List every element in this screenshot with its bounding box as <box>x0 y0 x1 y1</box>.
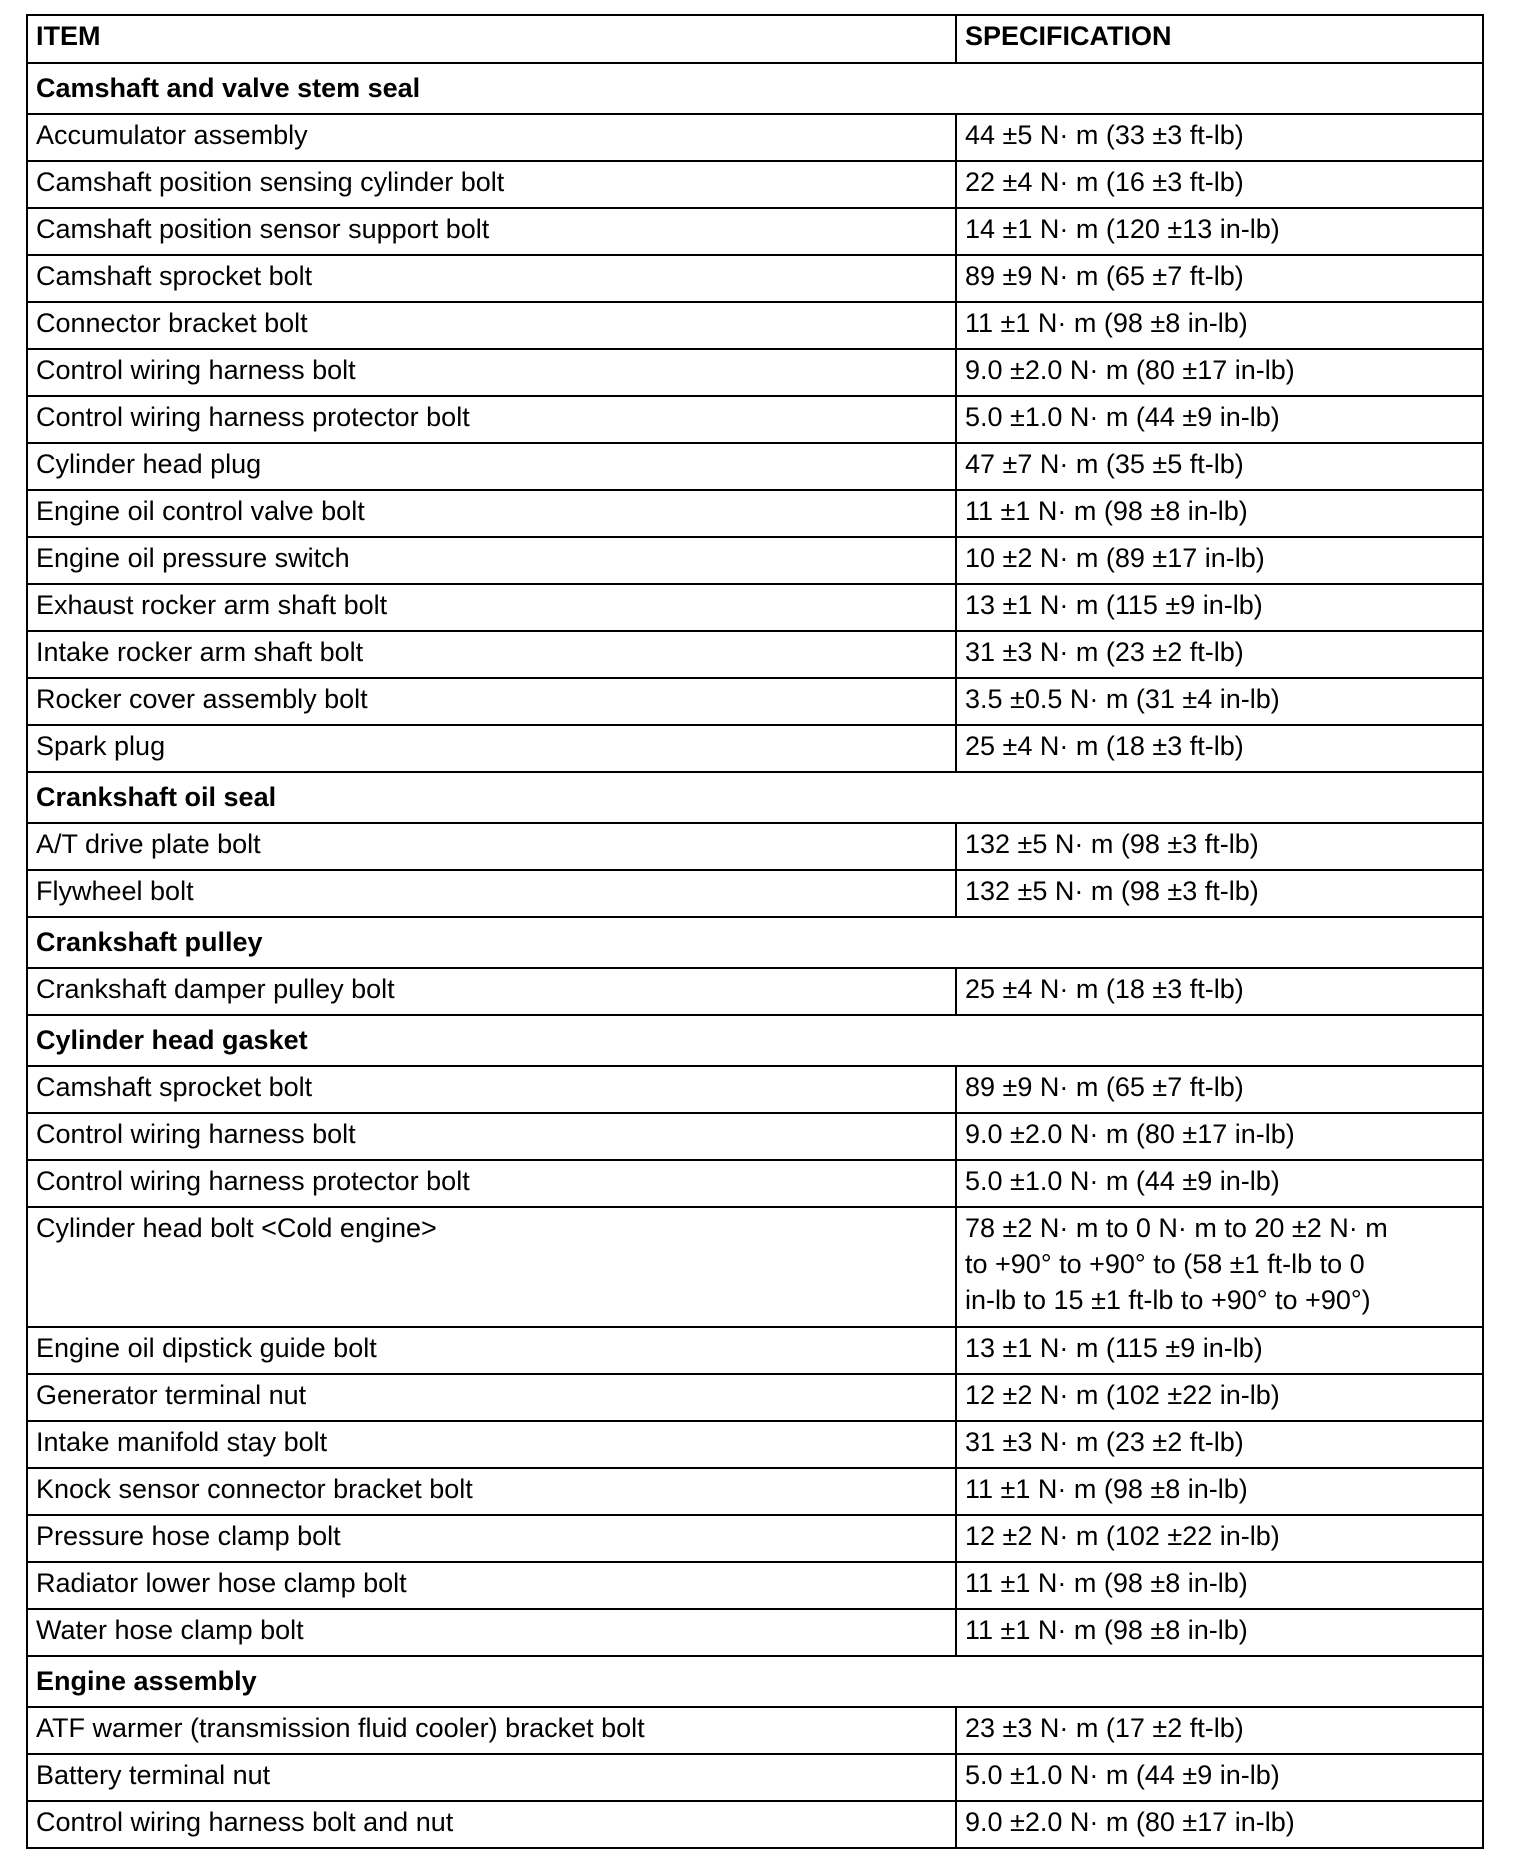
table-row <box>27 396 1483 443</box>
specification-cell: 10 ±2 N· m (89 ±17 in-lb) <box>956 537 1483 584</box>
table-row <box>27 870 1483 917</box>
table-row <box>27 678 1483 725</box>
table-row <box>27 255 1483 302</box>
item-cell: Engine oil dipstick guide bolt <box>27 1327 956 1374</box>
specification-cell: 11 ±1 N· m (98 ±8 in-lb) <box>956 1562 1483 1609</box>
table-row <box>27 725 1483 772</box>
section-header-row <box>27 63 1483 114</box>
item-cell: Control wiring harness bolt <box>27 349 956 396</box>
table-row <box>27 208 1483 255</box>
section-title: Cylinder head gasket <box>27 1015 1483 1066</box>
header-specification: SPECIFICATION <box>956 15 1483 63</box>
table-row <box>27 161 1483 208</box>
table-row <box>27 537 1483 584</box>
table-row <box>27 490 1483 537</box>
section-header-row <box>27 1015 1483 1066</box>
specification-cell: 11 ±1 N· m (98 ±8 in-lb) <box>956 1609 1483 1656</box>
item-cell: Intake rocker arm shaft bolt <box>27 631 956 678</box>
item-cell: Control wiring harness bolt <box>27 1113 956 1160</box>
specification-cell: 132 ±5 N· m (98 ±3 ft-lb) <box>956 823 1483 870</box>
table-header-row <box>27 15 1483 63</box>
specification-cell: 9.0 ±2.0 N· m (80 ±17 in-lb) <box>956 349 1483 396</box>
section-title: Engine assembly <box>27 1656 1483 1707</box>
table-row <box>27 1754 1483 1801</box>
item-cell: Radiator lower hose clamp bolt <box>27 1562 956 1609</box>
item-cell: Engine oil pressure switch <box>27 537 956 584</box>
specification-cell: 9.0 ±2.0 N· m (80 ±17 in-lb) <box>956 1113 1483 1160</box>
section-header-row <box>27 917 1483 968</box>
table-row <box>27 1113 1483 1160</box>
specification-cell: 14 ±1 N· m (120 ±13 in-lb) <box>956 208 1483 255</box>
specification-cell: 13 ±1 N· m (115 ±9 in-lb) <box>956 1327 1483 1374</box>
specification-cell: 11 ±1 N· m (98 ±8 in-lb) <box>956 1468 1483 1515</box>
item-cell: Control wiring harness protector bolt <box>27 1160 956 1207</box>
item-cell: Spark plug <box>27 725 956 772</box>
specification-cell: 78 ±2 N· m to 0 N· m to 20 ±2 N· m to +90° to +90° to (58 ±1 ft-lb to 0 in-lb to 15 ±1 ft-lb to +90° to +90°) <box>956 1207 1483 1327</box>
specification-cell: 31 ±3 N· m (23 ±2 ft-lb) <box>956 1421 1483 1468</box>
table-row <box>27 1374 1483 1421</box>
section-header-row <box>27 772 1483 823</box>
table-row <box>27 1160 1483 1207</box>
item-cell: Control wiring harness protector bolt <box>27 396 956 443</box>
item-cell: Generator terminal nut <box>27 1374 956 1421</box>
specification-cell: 44 ±5 N· m (33 ±3 ft-lb) <box>956 114 1483 161</box>
table-row <box>27 584 1483 631</box>
item-cell: Pressure hose clamp bolt <box>27 1515 956 1562</box>
table-row <box>27 1468 1483 1515</box>
table-row <box>27 114 1483 161</box>
item-cell: Knock sensor connector bracket bolt <box>27 1468 956 1515</box>
item-cell: Accumulator assembly <box>27 114 956 161</box>
specification-cell: 31 ±3 N· m (23 ±2 ft-lb) <box>956 631 1483 678</box>
table-row <box>27 443 1483 490</box>
spec-table-body <box>27 15 1483 1848</box>
item-cell: ATF warmer (transmission fluid cooler) bracket bolt <box>27 1707 956 1754</box>
specification-cell: 22 ±4 N· m (16 ±3 ft-lb) <box>956 161 1483 208</box>
table-row <box>27 1562 1483 1609</box>
item-cell: Engine oil control valve bolt <box>27 490 956 537</box>
table-row <box>27 968 1483 1015</box>
specification-cell: 23 ±3 N· m (17 ±2 ft-lb) <box>956 1707 1483 1754</box>
item-cell: Exhaust rocker arm shaft bolt <box>27 584 956 631</box>
table-row <box>27 1207 1483 1327</box>
specification-cell: 5.0 ±1.0 N· m (44 ±9 in-lb) <box>956 396 1483 443</box>
table-row <box>27 1327 1483 1374</box>
specification-cell: 11 ±1 N· m (98 ±8 in-lb) <box>956 302 1483 349</box>
item-cell: Intake manifold stay bolt <box>27 1421 956 1468</box>
table-row <box>27 302 1483 349</box>
specification-cell: 89 ±9 N· m (65 ±7 ft-lb) <box>956 255 1483 302</box>
specification-cell: 3.5 ±0.5 N· m (31 ±4 in-lb) <box>956 678 1483 725</box>
item-cell: Flywheel bolt <box>27 870 956 917</box>
section-title: Crankshaft oil seal <box>27 772 1483 823</box>
item-cell: Camshaft position sensor support bolt <box>27 208 956 255</box>
header-item: ITEM <box>27 15 956 63</box>
item-cell: Connector bracket bolt <box>27 302 956 349</box>
item-cell: Water hose clamp bolt <box>27 1609 956 1656</box>
specification-cell: 47 ±7 N· m (35 ±5 ft-lb) <box>956 443 1483 490</box>
table-row <box>27 1421 1483 1468</box>
item-cell: Cylinder head bolt <Cold engine> <box>27 1207 956 1327</box>
item-cell: A/T drive plate bolt <box>27 823 956 870</box>
specification-cell: 12 ±2 N· m (102 ±22 in-lb) <box>956 1374 1483 1421</box>
section-header-row <box>27 1656 1483 1707</box>
table-row <box>27 1801 1483 1848</box>
table-row <box>27 1066 1483 1113</box>
table-row <box>27 631 1483 678</box>
item-cell: Rocker cover assembly bolt <box>27 678 956 725</box>
table-row <box>27 1609 1483 1656</box>
item-cell: Cylinder head plug <box>27 443 956 490</box>
item-cell: Control wiring harness bolt and nut <box>27 1801 956 1848</box>
specification-cell: 25 ±4 N· m (18 ±3 ft-lb) <box>956 725 1483 772</box>
specification-cell: 5.0 ±1.0 N· m (44 ±9 in-lb) <box>956 1754 1483 1801</box>
specification-cell: 11 ±1 N· m (98 ±8 in-lb) <box>956 490 1483 537</box>
table-row <box>27 1515 1483 1562</box>
specification-cell: 132 ±5 N· m (98 ±3 ft-lb) <box>956 870 1483 917</box>
specification-cell: 5.0 ±1.0 N· m (44 ±9 in-lb) <box>956 1160 1483 1207</box>
specification-cell: 9.0 ±2.0 N· m (80 ±17 in-lb) <box>956 1801 1483 1848</box>
item-cell: Crankshaft damper pulley bolt <box>27 968 956 1015</box>
torque-spec-table <box>26 14 1484 1849</box>
specification-cell: 25 ±4 N· m (18 ±3 ft-lb) <box>956 968 1483 1015</box>
section-title: Camshaft and valve stem seal <box>27 63 1483 114</box>
table-row <box>27 349 1483 396</box>
spec-table-sheet <box>26 14 1482 1849</box>
section-title: Crankshaft pulley <box>27 917 1483 968</box>
specification-cell: 89 ±9 N· m (65 ±7 ft-lb) <box>956 1066 1483 1113</box>
item-cell: Camshaft position sensing cylinder bolt <box>27 161 956 208</box>
table-row <box>27 1707 1483 1754</box>
specification-cell: 12 ±2 N· m (102 ±22 in-lb) <box>956 1515 1483 1562</box>
item-cell: Camshaft sprocket bolt <box>27 1066 956 1113</box>
table-row <box>27 823 1483 870</box>
item-cell: Battery terminal nut <box>27 1754 956 1801</box>
specification-cell: 13 ±1 N· m (115 ±9 in-lb) <box>956 584 1483 631</box>
item-cell: Camshaft sprocket bolt <box>27 255 956 302</box>
